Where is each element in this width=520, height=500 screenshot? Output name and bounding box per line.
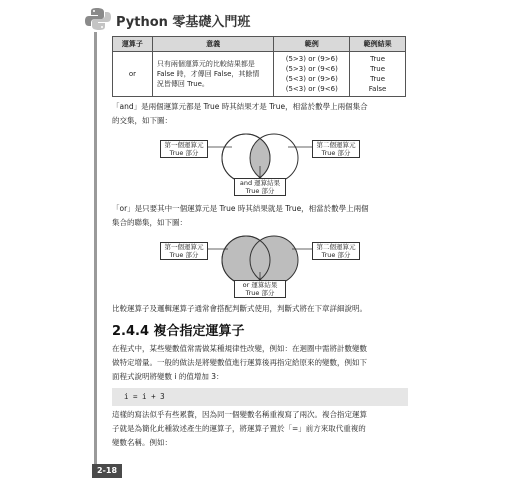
and-paragraph bbox=[112, 100, 412, 128]
code-block: i = i + 3 bbox=[112, 388, 408, 406]
side-rule bbox=[94, 32, 97, 464]
section-heading bbox=[112, 320, 245, 339]
description-cell bbox=[152, 52, 274, 97]
example-line: (5>3) or (9>6) bbox=[285, 55, 338, 63]
result-line: False bbox=[368, 85, 387, 93]
label-line: 第一個運算元 bbox=[164, 141, 204, 149]
label-line: True 部分 bbox=[321, 251, 351, 259]
text-line: 這樣的寫法似乎有些累贅，因為同一個變數名稱重複寫了兩次。複合指定運算 bbox=[112, 410, 367, 419]
text-line: 變數名稱。例如： bbox=[112, 438, 172, 447]
or-right-label-box bbox=[312, 242, 360, 260]
or-result-label-box bbox=[234, 280, 286, 298]
table-header-cell: 意義 bbox=[152, 37, 274, 52]
description-line: 況皆傳回 True。 bbox=[156, 80, 209, 88]
section-number: 2.4.4 bbox=[112, 324, 150, 339]
or-venn-diagram bbox=[140, 232, 380, 302]
operator-cell: or bbox=[113, 52, 153, 97]
label-line: 第二個運算元 bbox=[316, 243, 356, 251]
example-line: (5<3) or (9<6) bbox=[285, 85, 338, 93]
label-line: True 部分 bbox=[169, 149, 199, 157]
or-paragraph bbox=[112, 202, 412, 230]
table-header-cell: 範例結果 bbox=[350, 37, 406, 52]
python-logo-icon bbox=[84, 6, 112, 32]
label-line: 第一個運算元 bbox=[164, 243, 204, 251]
table-header-cell: 範例 bbox=[274, 37, 350, 52]
description-line: False 時，才傳回 False，其餘情 bbox=[156, 70, 260, 78]
text-line: 集合的聯集，如下圖： bbox=[112, 218, 187, 227]
and-venn-diagram bbox=[140, 130, 380, 200]
book-title: Python 零基礎入門班 bbox=[116, 15, 251, 30]
label-line: True 部分 bbox=[245, 187, 275, 195]
or-left-label-box bbox=[160, 242, 208, 260]
example-line: (5>3) or (9<6) bbox=[285, 65, 338, 73]
label-line: True 部分 bbox=[169, 251, 199, 259]
and-right-label-box bbox=[312, 140, 360, 158]
text-line: 子就是為簡化此種敘述產生的運算子，將運算子置於「=」前方來取代重複的 bbox=[112, 424, 366, 433]
or-right-circle bbox=[250, 236, 298, 284]
result-line: True bbox=[370, 75, 386, 83]
section-title-text: 複合指定運算子 bbox=[153, 324, 245, 339]
page-number: 2-18 bbox=[92, 464, 122, 478]
label-line: or 運算結果 bbox=[242, 281, 278, 289]
page-header bbox=[84, 6, 520, 32]
outro-paragraph bbox=[112, 408, 412, 450]
text-line: 在程式中，某些變數值常需做某種規律性改變，例如：在迴圈中需將計數變數 bbox=[112, 344, 367, 353]
label-line: True 部分 bbox=[245, 289, 275, 297]
table-header-cell: 運算子 bbox=[113, 37, 153, 52]
example-cell bbox=[274, 52, 350, 97]
label-line: True 部分 bbox=[321, 149, 351, 157]
label-line: 第二個運算元 bbox=[316, 141, 356, 149]
intro-paragraph bbox=[112, 342, 412, 384]
result-line: True bbox=[370, 55, 386, 63]
label-line: and 運算結果 bbox=[239, 179, 281, 187]
text-line: 面程式說明將變數 i 的值增加 3： bbox=[112, 372, 224, 381]
description-line: 只有兩個運算元的比較結果都是 bbox=[156, 60, 255, 68]
compare-note: 比較運算子及邏輯運算子通常會搭配判斷式使用，判斷式將在下章詳細說明。 bbox=[112, 304, 367, 313]
table-header-row bbox=[113, 37, 406, 52]
text-line: 「and」是兩個運算元都是 True 時其結果才是 True，相當於數學上兩個集合 bbox=[112, 102, 368, 111]
operator-table bbox=[112, 36, 406, 97]
example-line: (5<3) or (9>6) bbox=[285, 75, 338, 83]
result-line: True bbox=[370, 65, 386, 73]
and-result-label-box bbox=[234, 178, 286, 196]
table-row bbox=[113, 52, 406, 97]
text-line: 做特定增量。一般的做法是將變數值進行運算後再指定給原來的變數，例如下 bbox=[112, 358, 367, 367]
text-line: 「or」是只要其中一個運算元是 True 時其結果就是 True，相當於數學上兩個 bbox=[112, 204, 369, 213]
text-line: 的交集，如下圖： bbox=[112, 116, 172, 125]
result-cell bbox=[350, 52, 406, 97]
and-left-label-box bbox=[160, 140, 208, 158]
